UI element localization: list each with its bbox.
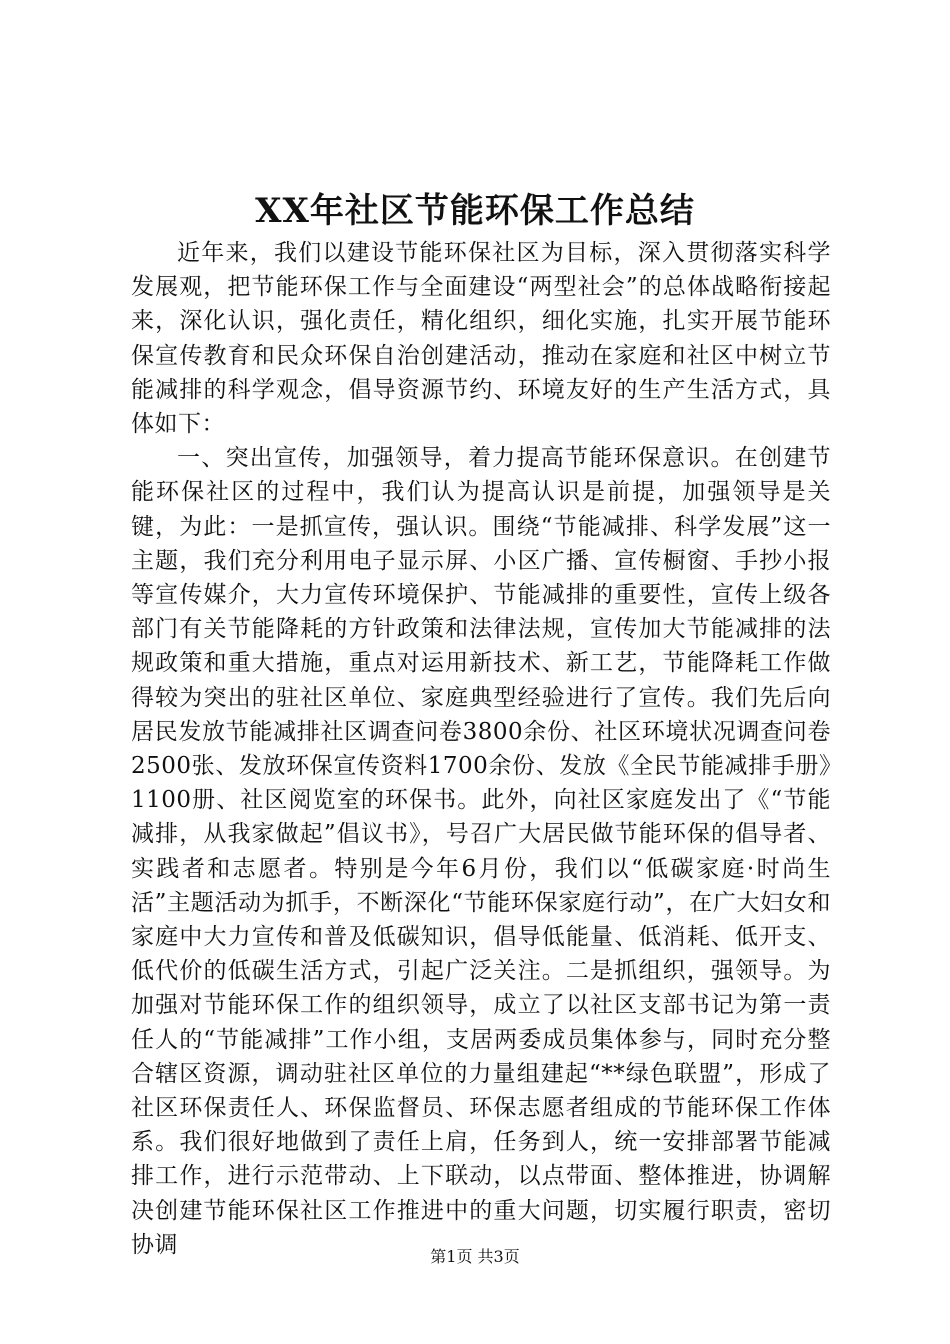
paragraph-section-one: 一、突出宣传，加强领导，着力提高节能环保意识。在创建节能环保社区的过程中，我们认为提高认识是前提，加强领导是关键，为此：一是抓宣传，强认识。围绕“节能减排、科学发展”这一主题，我们充分利用电子显示屏、小区广播、宣传橱窗、手抄小报等宣传媒介，大力宣传环境保护、节能减排的重要性，宣传上级各部门有关节能降耗的方针政策和法律法规，宣传加大节能减排的法规政策和重大措施，重点对运用新技术、新工艺，节能降耗工作做得较为突出的驻社区单位、家庭典型经验进行了宣传。我们先后向居民发放节能减排社区调查问卷3800余份、社区环境状况调查问卷2500张、发放环保宣传资料1700余份、发放《全民节能减排手册》1100册、社区阅览室的环保书。此外，向社区家庭发出了《“节能减排，从我家做起”倡议书》，号召广大居民做节能环保的倡导者、实践者和志愿者。特别是今年6月份，我们以“低碳家庭·时尚生活”主题活动为抓手，不断深化“节能环保家庭行动”，在广大妇女和家庭中大力宣传和普及低碳知识，倡导低能量、低消耗、低开支、低代价的低碳生活方式，引起广泛关注。二是抓组织，强领导。为加强对节能环保工作的组织领导，成立了以社区支部书记为第一责任人的“节能减排”工作小组，支居两委成员集体参与，同时充分整合辖区资源，调动驻社区单位的力量组建起“**绿色联盟”，形成了社区环保责任人、环保监督员、环保志愿者组成的节能环保工作体系。我们很好地做到了责任上肩，任务到人，统一安排部署节能减排工作，进行示范带动、上下联动，以点带面、整体推进，协调解决创建节能环保社区工作推进中的重大问题，切实履行职责，密切协调 xyxy=(131,445,831,1258)
page-number-footer: 第1页 共3页 xyxy=(430,1247,520,1266)
paragraph-intro: 近年来，我们以建设节能环保社区为目标，深入贯彻落实科学发展观，把节能环保工作与全面建设“两型社会”的总体战略衔接起来，深化认识，强化责任，精化组织，细化实施，扎实开展节能环保宣传教育和民众环保自治创建活动，推动在家庭和社区中树立节能减排的科学观念，倡导资源节约、环境友好的生产生活方式，具体如下： xyxy=(131,240,831,438)
document-title: XX年社区节能环保工作总结 xyxy=(255,191,695,231)
document-body xyxy=(131,236,831,1262)
